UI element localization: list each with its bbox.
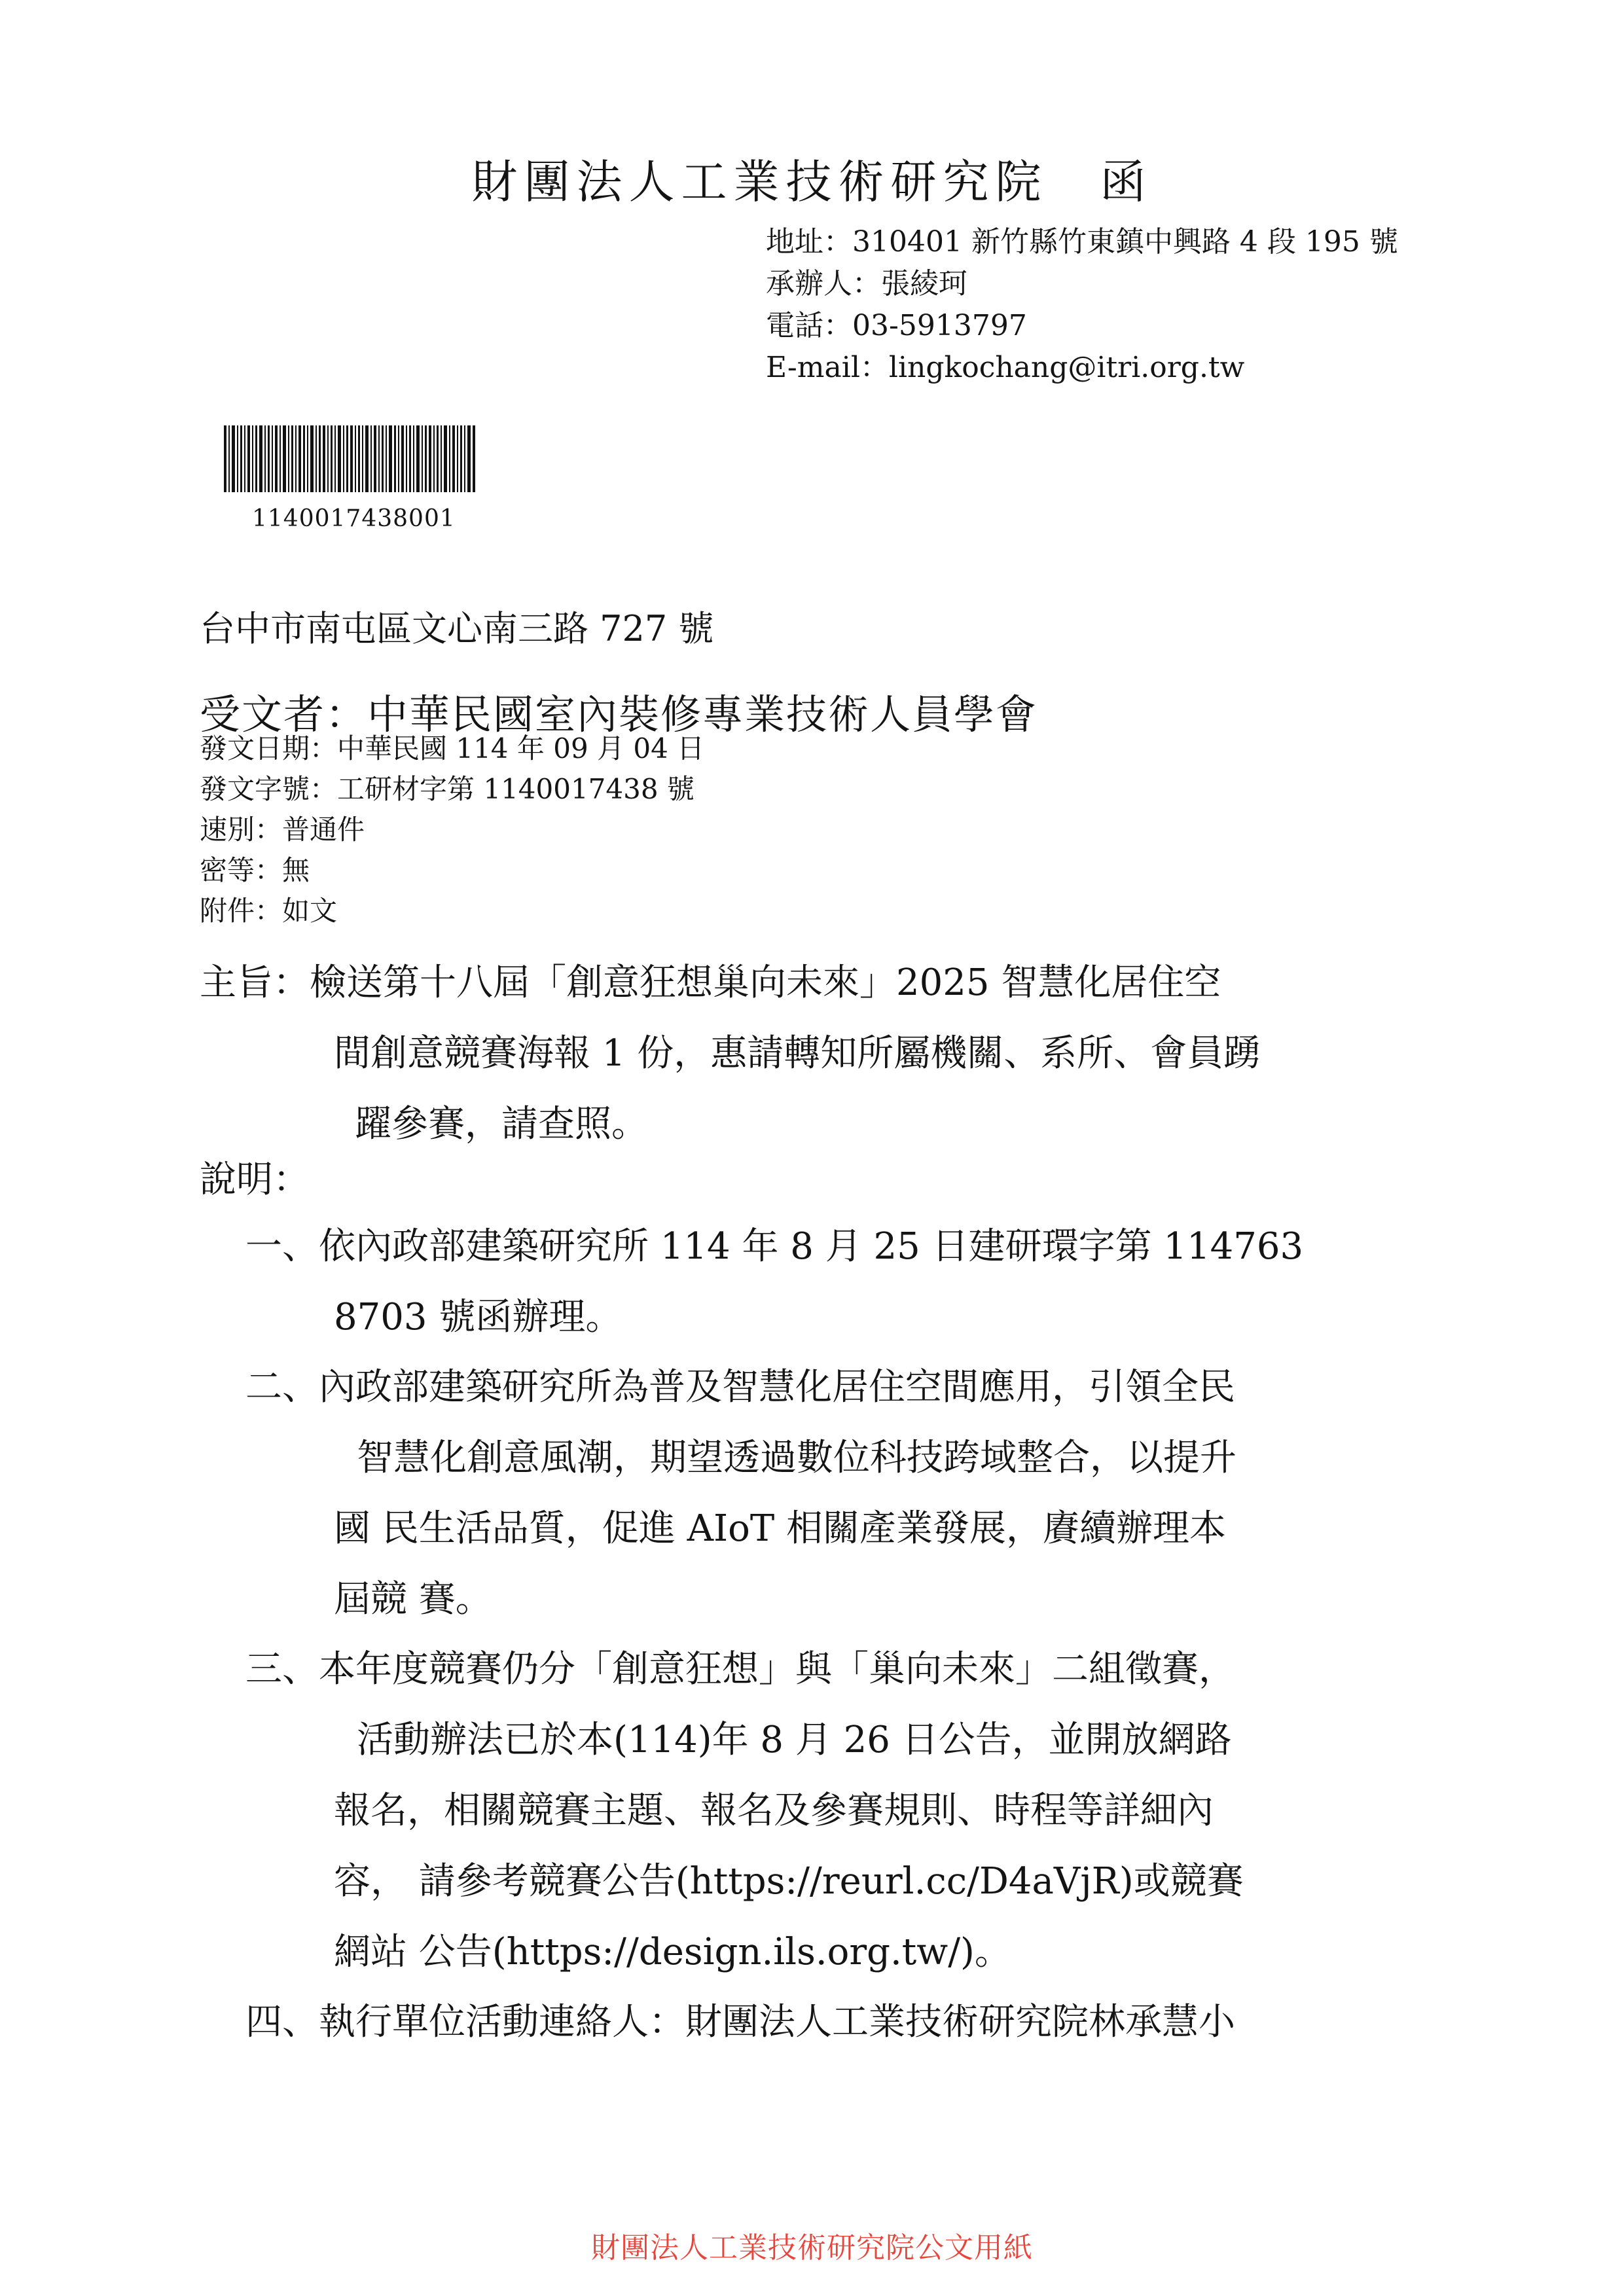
barcode-number: 1140017438001 — [252, 505, 456, 532]
subject-section — [200, 948, 1260, 1160]
sender-address: 地址：310401 新竹縣竹東鎮中興路 4 段 195 號 — [766, 225, 1398, 259]
item-line: 二、內政部建築研究所為普及智慧化居住空間應用，引領全民 — [245, 1366, 1235, 1408]
recipient-name: 受文者：中華民國室內裝修專業技術人員學會 — [200, 691, 1038, 738]
sender-email: E-mail：lingkochang@itri.org.tw — [766, 351, 1245, 384]
item-line: 網站 公告(https://design.ils.org.tw/)。 — [334, 1931, 1011, 1973]
item-line: 8703 號函辦理。 — [334, 1296, 623, 1338]
subject-line: 主旨：檢送第十八屆「創意狂想巢向未來」2025 智慧化居住空 — [200, 961, 1221, 1004]
explanation-label: 說明： — [200, 1158, 310, 1201]
document-meta — [200, 728, 704, 931]
subject-line: 躍參賽，請查照。 — [355, 1103, 648, 1145]
document-title: 財團法人工業技術研究院 函 — [471, 155, 1153, 209]
explanation-item-4 — [245, 1987, 1235, 2058]
sender-info — [766, 221, 1398, 389]
delivery-speed: 速別：普通件 — [200, 814, 365, 846]
explanation-item-3 — [245, 1634, 1244, 1988]
recipient-address: 台中市南屯區文心南三路 727 號 — [200, 608, 714, 649]
attachment-note: 附件：如文 — [200, 895, 338, 927]
document-number: 發文字號：工研材字第 1140017438 號 — [200, 773, 695, 805]
item-line: 屆競 賽。 — [334, 1578, 492, 1621]
item-line: 一、依內政部建築研究所 114 年 8 月 25 日建研環字第 114763 — [245, 1225, 1304, 1268]
item-line: 報名，相關競賽主題、報名及參賽規則、時程等詳細內 — [334, 1789, 1214, 1832]
explanation-item-1 — [245, 1211, 1303, 1353]
item-line: 活動辦法已於本(114)年 8 月 26 日公告，並開放網路 — [357, 1719, 1232, 1761]
item-line: 四、執行單位活動連絡人：財團法人工業技術研究院林承慧小 — [245, 2001, 1235, 2043]
sender-phone: 電話：03-5913797 — [766, 309, 1027, 342]
subject-line: 間創意競賽海報 1 份，惠請轉知所屬機關、系所、會員踴 — [334, 1032, 1261, 1075]
item-line: 智慧化創意風潮，期望透過數位科技跨域整合，以提升 — [357, 1437, 1236, 1479]
barcode-image — [224, 425, 475, 492]
item-line: 容， 請參考競賽公告(https://reurl.cc/D4aVjR)或競賽 — [334, 1860, 1244, 1903]
letterhead-footer: 財團法人工業技術研究院公文用紙 — [591, 2231, 1033, 2265]
item-line: 三、本年度競賽仍分「創意狂想」與「巢向未來」二組徵賽， — [245, 1648, 1235, 1691]
issue-date: 發文日期：中華民國 114 年 09 月 04 日 — [200, 732, 705, 764]
sender-contact: 承辦人：張綾珂 — [766, 267, 967, 300]
secrecy-level: 密等：無 — [200, 854, 310, 886]
item-line: 國 民生活品質，促進 AIoT 相關產業發展，賡續辦理本 — [334, 1507, 1227, 1550]
explanation-item-2 — [245, 1352, 1236, 1635]
